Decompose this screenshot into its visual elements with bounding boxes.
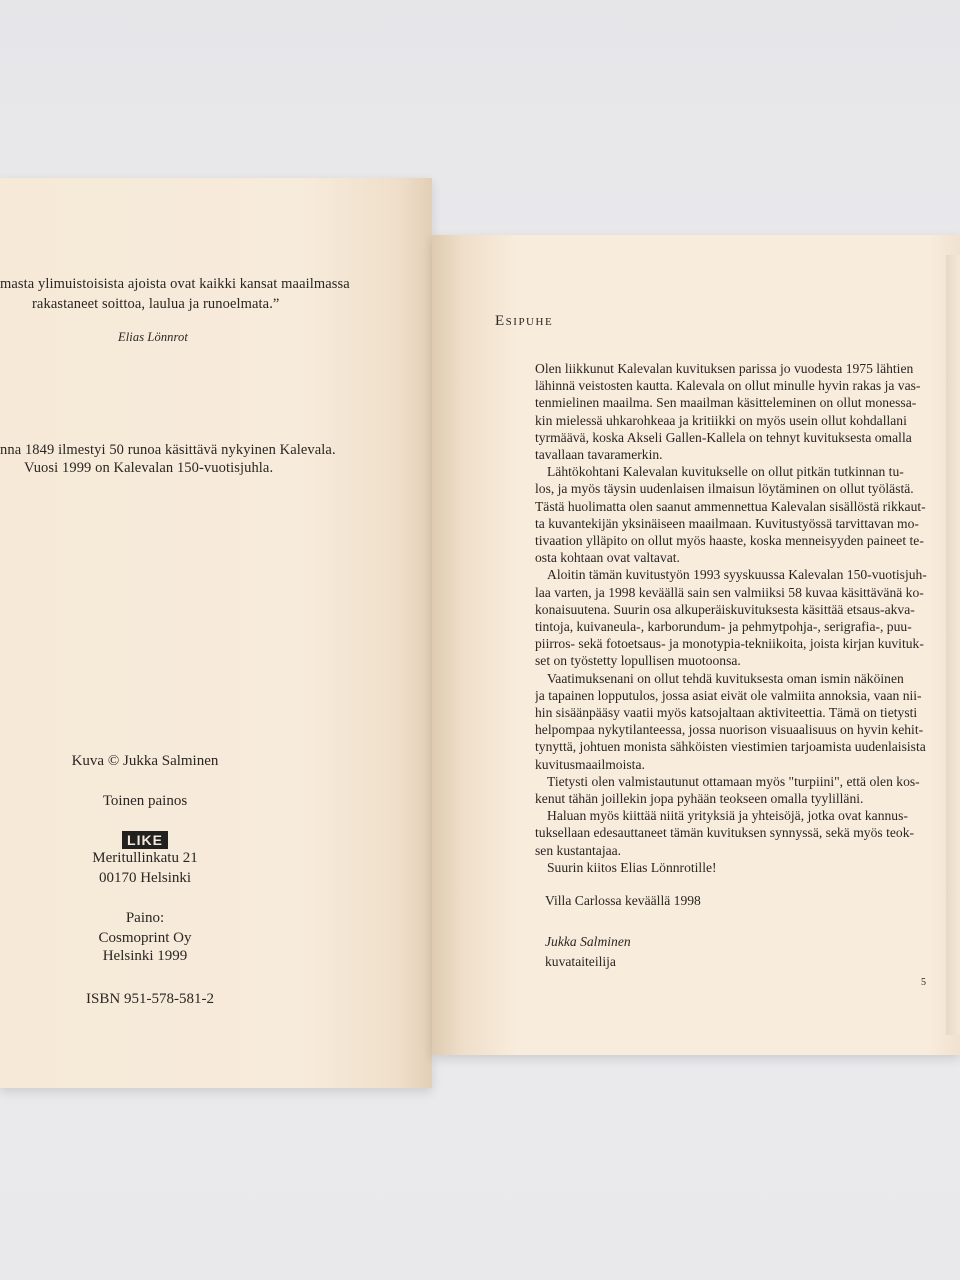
preface-line: Aloitin tämän kuvitustyön 1993 syyskuussa Kalevalan 150-vuotisjuh- (547, 567, 927, 583)
preface-line: Tietysti olen valmistautunut ottamaan myös "turpiini", että olen kos- (547, 773, 920, 789)
quote-author: Elias Lönnrot (118, 330, 188, 344)
page-number: 5 (921, 977, 926, 988)
publisher-logo (45, 831, 245, 850)
preface-line: ja tapainen lopputulos, jossa asiat eivät ole valmiita annoksia, vaan nii- (535, 687, 922, 703)
note-line-2: Vuosi 1999 on Kalevalan 150-vuotisjuhla. (24, 460, 274, 476)
preface-line: hin sisäänpääsy vaatii myös katsojaltaan aktiviteettia. Tämä on tietysti (535, 705, 918, 721)
preface-line: tintoja, kuivaneula-, karborundum- ja pehmytpohja-, serigrafia-, puu- (535, 619, 912, 635)
preface-line: Lähtökohtani Kalevalan kuvitukselle on ollut pitkän tutkinnan tu- (547, 464, 904, 480)
preface-line: helpompaa nykytilanteessa, jossa nuorison visuaalisuus on hyvin kehit- (535, 722, 924, 738)
preface-line: tenmielinen maailma. Sen maailman käsitteleminen on ollut monessa- (535, 395, 917, 411)
preface-line: tynyttä, johtuen monista sähköisten viestimien tarjoamista uudenlaisista (535, 739, 926, 755)
printer-name: Cosmoprint Oy (98, 930, 192, 946)
preface-line: konaisuutena. Suurin osa alkuperäiskuvituksesta käsittää etsaus-akva- (535, 601, 915, 617)
preface-heading: Esipuhe (495, 313, 554, 329)
quote-line-2: rakastaneet soittoa, laulua ja runoelmata.” (32, 296, 280, 312)
preface-line: los, ja myös täysin uudenlaisen ilmaisun löytäminen on ollut työlästä. (535, 481, 914, 497)
note-line-1: nna 1849 ilmestyi 50 runoa käsittävä nykyinen Kalevala. (0, 442, 336, 458)
preface-line: sen kustantajaa. (535, 842, 622, 858)
printer-place: Helsinki 1999 (102, 948, 188, 964)
preface-line: tivaation ylläpito on ollut myös haaste, koska menneisyyden paineet te- (535, 533, 924, 549)
edition: Toinen painos (102, 793, 188, 809)
preface-line: kin mielessä uhkarohkeaa ja kritiikki on myös usein ollut kohdallani (535, 412, 907, 428)
isbn: ISBN 951-578-581-2 (86, 991, 214, 1007)
preface-line: Vaatimuksenani on ollut tehdä kuvituksesta oman ismin näköinen (547, 670, 904, 686)
preface-line: piirros- sekä fotoetsaus- ja monotypia-tekniikoita, joista kirjan kuvituk- (535, 636, 924, 652)
preface-body (535, 360, 930, 876)
printer-label: Paino: (125, 910, 165, 926)
preface-line: osta kohtaan ovat valtavat. (535, 550, 680, 566)
preface-line: Olen liikkunut Kalevalan kuvituksen parissa jo vuodesta 1975 lähtien (535, 361, 914, 376)
preface-line: Tästä huolimatta olen saanut ammennettua Kalevalan sisällöstä rikkaut- (535, 498, 926, 514)
preface-line: laa varten, ja 1998 keväällä sain sen valmiiksi 58 kuvaa käsittävänä ko- (535, 584, 924, 600)
preface-line: lähinnä veistosten kautta. Kalevala on ollut minulle hyvin rakas ja vas- (535, 378, 921, 394)
publisher-street: Meritullinkatu 21 (92, 850, 198, 866)
preface-line: kuvitusmaailmoista. (535, 756, 645, 772)
image-credit: Kuva © Jukka Salminen (71, 753, 219, 769)
signature-name: Jukka Salminen (545, 934, 631, 949)
quote-line-1: masta ylimuistoisista ajoista ovat kaikki kansat maailmassa (0, 276, 350, 292)
next-page-edge (946, 255, 960, 1035)
preface-line: tuksellaan edesauttaneet tämän kuvituksen synnyssä, sekä myös teok- (535, 825, 915, 841)
preface-line: ta kuvantekijän yksinäiseen maailmaan. Kuvitustyössä tarvittavan mo- (535, 515, 919, 531)
place-date: Villa Carlossa keväällä 1998 (545, 893, 701, 908)
preface-line: set on työstetty lopullisen muotoonsa. (535, 653, 741, 669)
preface-line: Haluan myös kiittää niitä yrityksiä ja yhteisöjä, jotka ovat kannus- (547, 808, 908, 824)
signature-title: kuvataiteilija (545, 954, 616, 969)
preface-line: tyrmäävä, koska Akseli Gallen-Kallela on tehnyt kuvituksesta omalla (535, 429, 912, 445)
preface-line: Suurin kiitos Elias Lönnrotille! (547, 859, 717, 875)
like-logo: LIKE (122, 831, 168, 849)
publisher-city: 00170 Helsinki (98, 870, 192, 886)
preface-line: tavallaan tavaramerkin. (535, 447, 663, 463)
preface-line: kenut tähän joillekin jopa pyhään teokseen omalla tyylilläni. (535, 791, 864, 807)
